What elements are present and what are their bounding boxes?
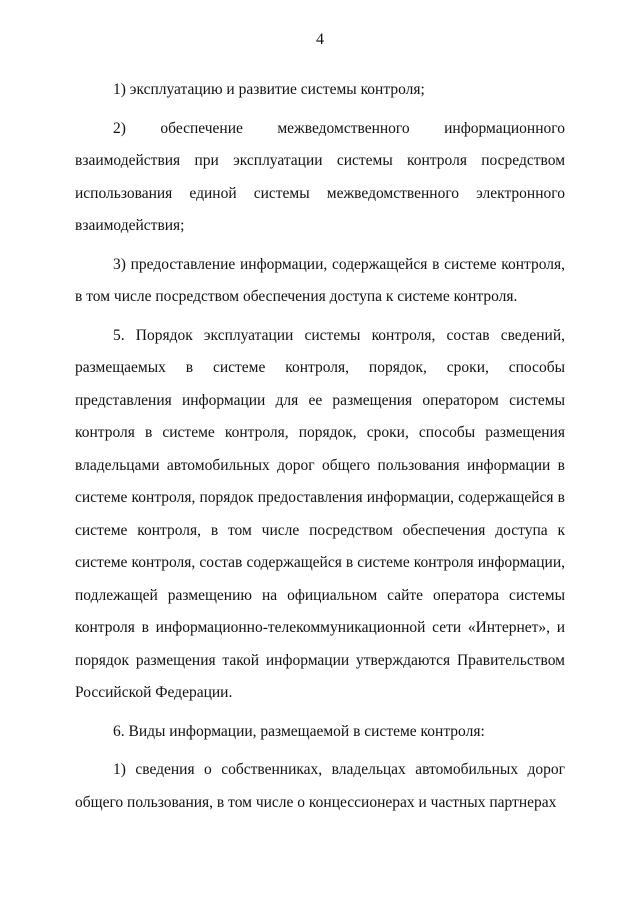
paragraph-item-1: 1) эксплуатацию и развитие системы контроля; (113, 81, 425, 98)
paragraph-item-3: 3) предоставление информации, содержащейся в системе контроля, в том числе посредством обеспечения доступа к системе контроля. (75, 255, 565, 305)
paragraph-clause-5: 5. Порядок эксплуатации системы контроля, состав сведений, размещаемых в системе контроля, порядок, сроки, способы представления информации для ее размещения оператором системы контроля в системе контроля, порядок, сроки, способы размещения владельцами автомобильных дорог общего пользования информации в системе контроля, порядок предоставления информации, содержащейся в системе контроля, в том числе посредством обеспечения доступа к системе контроля, состав содержащейся в системе контроля информации, подлежащей размещению на официальном сайте оператора системы контроля в информационно-телекоммуникационной сети «Интернет», и порядок размещения такой информации утверждаются Правительством Российской Федерации. (75, 326, 565, 701)
page-number: 4 (316, 31, 324, 48)
document-body (75, 74, 565, 819)
paragraph-item-2: 2) обеспечение межведомственного информационного взаимодействия при эксплуатации системы контроля посредством использования единой системы межведомственного электронного взаимодействия; (75, 119, 565, 234)
paragraph-item-6-1: 1) сведения о собственниках, владельцах автомобильных дорог общего пользования, в том числе о концессионерах и частных партнерах (75, 761, 565, 811)
paragraph-clause-6: 6. Виды информации, размещаемой в системе контроля: (113, 722, 485, 740)
